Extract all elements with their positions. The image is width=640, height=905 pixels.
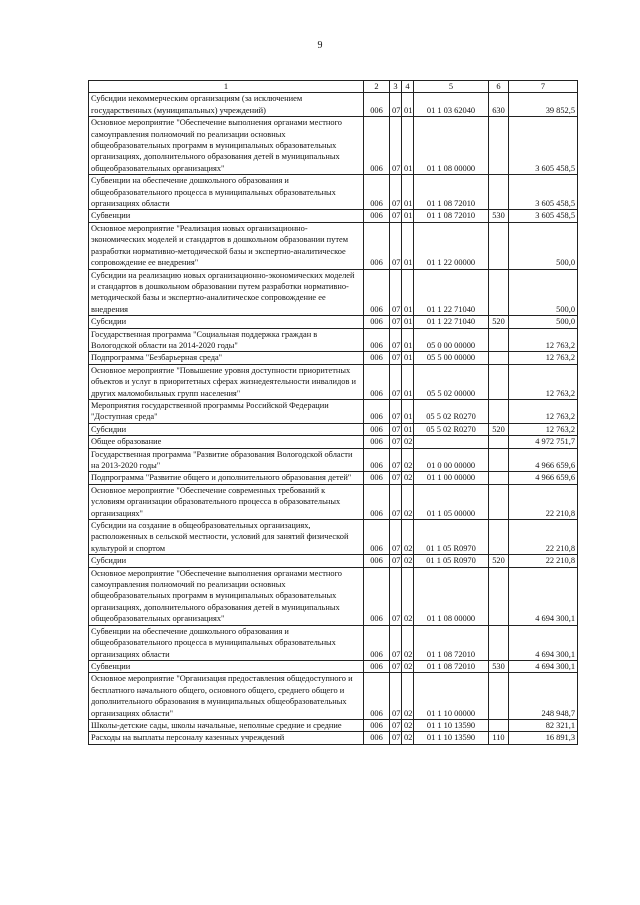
grbs-code-cell: 006 bbox=[364, 423, 390, 435]
subsection-code-cell: 01 bbox=[402, 269, 414, 316]
expense-type-cell bbox=[489, 673, 509, 720]
target-article-cell: 01 1 03 62040 bbox=[414, 93, 489, 117]
section-code-cell: 07 bbox=[390, 352, 402, 364]
amount-cell: 4 694 300,1 bbox=[509, 660, 578, 672]
section-code-cell: 07 bbox=[390, 436, 402, 448]
table-row bbox=[89, 175, 578, 210]
amount-cell: 12 763,2 bbox=[509, 399, 578, 423]
subsection-code-cell: 01 bbox=[402, 399, 414, 423]
page-number: 9 bbox=[317, 40, 323, 51]
expense-type-cell: 520 bbox=[489, 555, 509, 567]
row-name-cell: Субсидии bbox=[89, 423, 364, 435]
amount-cell: 12 763,2 bbox=[509, 328, 578, 352]
row-name-cell: Субвенции bbox=[89, 210, 364, 222]
section-code-cell: 07 bbox=[390, 222, 402, 269]
row-name-cell: Основное мероприятие "Обеспечение выполнения органами местного самоуправления полномочий по реализации основных общеобразовательных программ в муниципальных образовательных организациях, дополнительного образования детей в муниципальных общеобразовательных организациях" bbox=[89, 117, 364, 175]
row-name-cell: Субвенции на обеспечение дошкольного образования и общеобразовательного процесса в муниципальных образовательных организациях области bbox=[89, 625, 364, 660]
amount-cell: 4 694 300,1 bbox=[509, 567, 578, 625]
amount-cell: 12 763,2 bbox=[509, 352, 578, 364]
expense-type-cell: 630 bbox=[489, 93, 509, 117]
section-code-cell: 07 bbox=[390, 328, 402, 352]
row-name-cell: Основное мероприятие "Повышение уровня доступности приоритетных объектов и услуг в приоритетных сферах жизнедеятельности инвалидов и других маломобильных групп населения" bbox=[89, 364, 364, 399]
target-article-cell: 01 0 00 00000 bbox=[414, 448, 489, 472]
table-row bbox=[89, 352, 578, 364]
row-name-cell: Субвенции bbox=[89, 660, 364, 672]
target-article-cell: 01 1 08 72010 bbox=[414, 175, 489, 210]
section-code-cell: 07 bbox=[390, 269, 402, 316]
expense-type-cell bbox=[489, 625, 509, 660]
table-row bbox=[89, 732, 578, 744]
expense-type-cell bbox=[489, 399, 509, 423]
section-code-cell: 07 bbox=[390, 484, 402, 519]
section-code-cell: 07 bbox=[390, 175, 402, 210]
amount-cell: 500,0 bbox=[509, 269, 578, 316]
amount-cell: 39 852,5 bbox=[509, 93, 578, 117]
amount-cell: 12 763,2 bbox=[509, 364, 578, 399]
amount-cell: 248 948,7 bbox=[509, 673, 578, 720]
target-article-cell: 01 1 08 00000 bbox=[414, 567, 489, 625]
grbs-code-cell: 006 bbox=[364, 316, 390, 328]
table-row bbox=[89, 436, 578, 448]
subsection-code-cell: 02 bbox=[402, 484, 414, 519]
grbs-code-cell: 006 bbox=[364, 328, 390, 352]
expense-type-cell bbox=[489, 567, 509, 625]
expense-type-cell bbox=[489, 472, 509, 484]
table-row bbox=[89, 316, 578, 328]
header-cell: 6 bbox=[489, 81, 509, 93]
grbs-code-cell: 006 bbox=[364, 436, 390, 448]
row-name-cell: Государственная программа "Развитие образования Вологодской области на 2013-2020 годы" bbox=[89, 448, 364, 472]
row-name-cell: Государственная программа "Социальная поддержка граждан в Вологодской области на 2014-2020 годы" bbox=[89, 328, 364, 352]
grbs-code-cell: 006 bbox=[364, 448, 390, 472]
grbs-code-cell: 006 bbox=[364, 364, 390, 399]
subsection-code-cell: 01 bbox=[402, 175, 414, 210]
row-name-cell: Субвенции на обеспечение дошкольного образования и общеобразовательного процесса в муниципальных образовательных организациях области bbox=[89, 175, 364, 210]
grbs-code-cell: 006 bbox=[364, 210, 390, 222]
row-name-cell: Основное мероприятие "Реализация новых организационно-экономических моделей и стандартов в дошкольном образовании путем разработки нормативно-методической базы и экспертно-аналитическое сопровождение ее внедрения" bbox=[89, 222, 364, 269]
target-article-cell: 01 1 08 00000 bbox=[414, 117, 489, 175]
target-article-cell: 05 0 00 00000 bbox=[414, 328, 489, 352]
section-code-cell: 07 bbox=[390, 399, 402, 423]
target-article-cell: 01 1 10 13590 bbox=[414, 732, 489, 744]
header-cell: 2 bbox=[364, 81, 390, 93]
amount-cell: 4 694 300,1 bbox=[509, 625, 578, 660]
expense-type-cell bbox=[489, 222, 509, 269]
subsection-code-cell: 02 bbox=[402, 625, 414, 660]
table-row bbox=[89, 423, 578, 435]
section-code-cell: 07 bbox=[390, 210, 402, 222]
subsection-code-cell: 02 bbox=[402, 673, 414, 720]
row-name-cell: Основное мероприятие "Обеспечение выполнения органами местного самоуправления полномочий по реализации основных общеобразовательных программ в муниципальных образовательных организациях, дополнительного образования детей в муниципальных общеобразовательных организациях" bbox=[89, 567, 364, 625]
amount-cell: 22 210,8 bbox=[509, 484, 578, 519]
table-row bbox=[89, 555, 578, 567]
budget-table bbox=[88, 80, 578, 745]
table-row bbox=[89, 520, 578, 555]
grbs-code-cell: 006 bbox=[364, 352, 390, 364]
amount-cell: 3 605 458,5 bbox=[509, 175, 578, 210]
amount-cell: 500,0 bbox=[509, 316, 578, 328]
amount-cell: 16 891,3 bbox=[509, 732, 578, 744]
table-row bbox=[89, 673, 578, 720]
expense-type-cell bbox=[489, 364, 509, 399]
expense-type-cell bbox=[489, 328, 509, 352]
section-code-cell: 07 bbox=[390, 520, 402, 555]
row-name-cell: Основное мероприятие "Организация предоставления общедоступного и бесплатного начального общего, основного общего, среднего общего и дополнительного образования в муниципальных общеобразовательных организациях области" bbox=[89, 673, 364, 720]
table-row bbox=[89, 328, 578, 352]
grbs-code-cell: 006 bbox=[364, 567, 390, 625]
section-code-cell: 07 bbox=[390, 625, 402, 660]
header-cell: 5 bbox=[414, 81, 489, 93]
target-article-cell: 01 1 08 72010 bbox=[414, 660, 489, 672]
grbs-code-cell: 006 bbox=[364, 93, 390, 117]
target-article-cell: 05 5 02 R0270 bbox=[414, 399, 489, 423]
section-code-cell: 07 bbox=[390, 93, 402, 117]
row-name-cell: Субсидии на создание в общеобразовательных организациях, расположенных в сельской местности, условий для занятий физической культурой и спортом bbox=[89, 520, 364, 555]
grbs-code-cell: 006 bbox=[364, 399, 390, 423]
grbs-code-cell: 006 bbox=[364, 484, 390, 519]
table-row bbox=[89, 448, 578, 472]
grbs-code-cell: 006 bbox=[364, 117, 390, 175]
amount-cell: 82 321,1 bbox=[509, 719, 578, 731]
grbs-code-cell: 006 bbox=[364, 222, 390, 269]
target-article-cell: 01 1 08 72010 bbox=[414, 625, 489, 660]
section-code-cell: 07 bbox=[390, 732, 402, 744]
expense-type-cell: 530 bbox=[489, 660, 509, 672]
row-name-cell: Подпрограмма "Развитие общего и дополнительного образования детей" bbox=[89, 472, 364, 484]
target-article-cell: 01 1 10 00000 bbox=[414, 673, 489, 720]
amount-cell: 4 966 659,6 bbox=[509, 472, 578, 484]
grbs-code-cell: 006 bbox=[364, 472, 390, 484]
expense-type-cell: 520 bbox=[489, 423, 509, 435]
amount-cell: 4 972 751,7 bbox=[509, 436, 578, 448]
table-row bbox=[89, 625, 578, 660]
expense-type-cell: 530 bbox=[489, 210, 509, 222]
row-name-cell: Мероприятия государственной программы Российской Федерации "Доступная среда" bbox=[89, 399, 364, 423]
expense-type-cell bbox=[489, 520, 509, 555]
table-row bbox=[89, 719, 578, 731]
table-row bbox=[89, 660, 578, 672]
subsection-code-cell: 02 bbox=[402, 472, 414, 484]
expense-type-cell bbox=[489, 719, 509, 731]
subsection-code-cell: 02 bbox=[402, 567, 414, 625]
section-code-cell: 07 bbox=[390, 660, 402, 672]
subsection-code-cell: 02 bbox=[402, 660, 414, 672]
grbs-code-cell: 006 bbox=[364, 555, 390, 567]
row-name-cell: Общее образование bbox=[89, 436, 364, 448]
section-code-cell: 07 bbox=[390, 364, 402, 399]
table-row bbox=[89, 567, 578, 625]
expense-type-cell bbox=[489, 484, 509, 519]
subsection-code-cell: 02 bbox=[402, 732, 414, 744]
subsection-code-cell: 01 bbox=[402, 210, 414, 222]
table-row bbox=[89, 93, 578, 117]
subsection-code-cell: 01 bbox=[402, 352, 414, 364]
grbs-code-cell: 006 bbox=[364, 625, 390, 660]
amount-cell: 3 605 458,5 bbox=[509, 210, 578, 222]
section-code-cell: 07 bbox=[390, 117, 402, 175]
target-article-cell: 01 1 05 R0970 bbox=[414, 520, 489, 555]
expense-type-cell bbox=[489, 436, 509, 448]
amount-cell: 12 763,2 bbox=[509, 423, 578, 435]
amount-cell: 22 210,8 bbox=[509, 520, 578, 555]
section-code-cell: 07 bbox=[390, 673, 402, 720]
grbs-code-cell: 006 bbox=[364, 673, 390, 720]
target-article-cell: 01 1 22 71040 bbox=[414, 316, 489, 328]
header-cell: 4 bbox=[402, 81, 414, 93]
row-name-cell: Субсидии некоммерческим организациям (за исключением государственных (муниципальных) учреждений) bbox=[89, 93, 364, 117]
header-cell: 3 bbox=[390, 81, 402, 93]
header-cell: 1 bbox=[89, 81, 364, 93]
row-name-cell: Расходы на выплаты персоналу казенных учреждений bbox=[89, 732, 364, 744]
section-code-cell: 07 bbox=[390, 555, 402, 567]
row-name-cell: Субсидии на реализацию новых организационно-экономических моделей и стандартов в дошкольном образовании путем разработки нормативно-методической базы и экспертно-аналитическое сопровождение ее внедрения bbox=[89, 269, 364, 316]
target-article-cell bbox=[414, 436, 489, 448]
grbs-code-cell: 006 bbox=[364, 719, 390, 731]
expense-type-cell: 520 bbox=[489, 316, 509, 328]
expense-type-cell: 110 bbox=[489, 732, 509, 744]
target-article-cell: 01 1 00 00000 bbox=[414, 472, 489, 484]
section-code-cell: 07 bbox=[390, 316, 402, 328]
section-code-cell: 07 bbox=[390, 472, 402, 484]
grbs-code-cell: 006 bbox=[364, 520, 390, 555]
subsection-code-cell: 01 bbox=[402, 328, 414, 352]
table-row bbox=[89, 364, 578, 399]
target-article-cell: 01 1 22 71040 bbox=[414, 269, 489, 316]
table-row bbox=[89, 117, 578, 175]
subsection-code-cell: 02 bbox=[402, 520, 414, 555]
table-row bbox=[89, 210, 578, 222]
expense-type-cell bbox=[489, 269, 509, 316]
subsection-code-cell: 01 bbox=[402, 117, 414, 175]
expense-type-cell bbox=[489, 448, 509, 472]
target-article-cell: 01 1 05 00000 bbox=[414, 484, 489, 519]
subsection-code-cell: 02 bbox=[402, 719, 414, 731]
amount-cell: 3 605 458,5 bbox=[509, 117, 578, 175]
target-article-cell: 05 5 00 00000 bbox=[414, 352, 489, 364]
amount-cell: 4 966 659,6 bbox=[509, 448, 578, 472]
subsection-code-cell: 01 bbox=[402, 364, 414, 399]
row-name-cell: Основное мероприятие "Обеспечение современных требований к условиям организации образовательного процесса в образовательных организациях" bbox=[89, 484, 364, 519]
grbs-code-cell: 006 bbox=[364, 660, 390, 672]
section-code-cell: 07 bbox=[390, 567, 402, 625]
expense-type-cell bbox=[489, 352, 509, 364]
target-article-cell: 01 1 08 72010 bbox=[414, 210, 489, 222]
section-code-cell: 07 bbox=[390, 423, 402, 435]
section-code-cell: 07 bbox=[390, 719, 402, 731]
table-row bbox=[89, 222, 578, 269]
table-row bbox=[89, 472, 578, 484]
subsection-code-cell: 01 bbox=[402, 93, 414, 117]
grbs-code-cell: 006 bbox=[364, 269, 390, 316]
table-row bbox=[89, 484, 578, 519]
grbs-code-cell: 006 bbox=[364, 175, 390, 210]
row-name-cell: Субсидии bbox=[89, 555, 364, 567]
subsection-code-cell: 01 bbox=[402, 222, 414, 269]
section-code-cell: 07 bbox=[390, 448, 402, 472]
subsection-code-cell: 01 bbox=[402, 316, 414, 328]
target-article-cell: 01 1 22 00000 bbox=[414, 222, 489, 269]
header-cell: 7 bbox=[509, 81, 578, 93]
subsection-code-cell: 02 bbox=[402, 436, 414, 448]
amount-cell: 500,0 bbox=[509, 222, 578, 269]
table-row bbox=[89, 399, 578, 423]
target-article-cell: 05 5 02 R0270 bbox=[414, 423, 489, 435]
row-name-cell: Подпрограмма "Безбарьерная среда" bbox=[89, 352, 364, 364]
grbs-code-cell: 006 bbox=[364, 732, 390, 744]
subsection-code-cell: 01 bbox=[402, 423, 414, 435]
expense-type-cell bbox=[489, 175, 509, 210]
row-name-cell: Субсидии bbox=[89, 316, 364, 328]
target-article-cell: 01 1 05 R0970 bbox=[414, 555, 489, 567]
expense-type-cell bbox=[489, 117, 509, 175]
subsection-code-cell: 02 bbox=[402, 555, 414, 567]
table-header-row bbox=[89, 81, 578, 93]
subsection-code-cell: 02 bbox=[402, 448, 414, 472]
table-row bbox=[89, 269, 578, 316]
amount-cell: 22 210,8 bbox=[509, 555, 578, 567]
row-name-cell: Школы-детские сады, школы начальные, неполные средние и средние bbox=[89, 719, 364, 731]
target-article-cell: 05 5 02 00000 bbox=[414, 364, 489, 399]
target-article-cell: 01 1 10 13590 bbox=[414, 719, 489, 731]
